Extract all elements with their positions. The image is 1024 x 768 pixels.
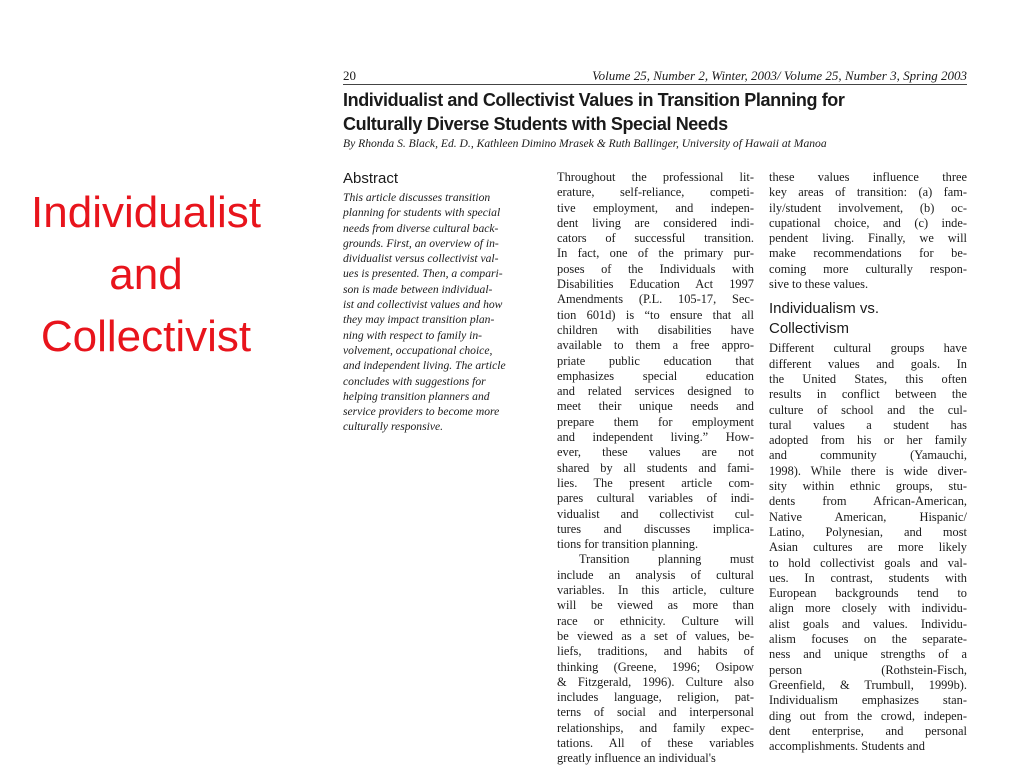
slide-title bbox=[0, 182, 292, 368]
section-heading bbox=[769, 299, 967, 339]
text-line: includes language, religion, pat- bbox=[557, 690, 754, 705]
text-line: Transition planning must bbox=[579, 552, 754, 567]
text-line: tion 601d) is “to ensure that all bbox=[557, 307, 754, 322]
text-line: planning for students with special bbox=[343, 206, 501, 220]
text-line: Latino, Polynesian, and most bbox=[769, 524, 967, 539]
text-line: lies. The present article com- bbox=[557, 475, 754, 490]
paragraph bbox=[557, 552, 754, 766]
paragraph bbox=[769, 341, 967, 754]
text-line: they may impact transition plan- bbox=[343, 313, 495, 327]
article-byline: By Rhonda S. Black, Ed. D., Kathleen Dimino Mrasek & Ruth Ballinger, University of Hawaii at Manoa bbox=[343, 137, 827, 150]
text-line: pares cultural variables of indi- bbox=[557, 491, 754, 506]
text-line: Greenfield, & Trumbull, 1999b). bbox=[769, 677, 967, 692]
text-line: Asian cultures are more likely bbox=[769, 540, 967, 555]
text-line: variables. In this article, culture bbox=[557, 583, 754, 598]
text-line: dent enterprise, and personal bbox=[769, 723, 967, 738]
text-line: poses of the Individuals with bbox=[557, 261, 754, 276]
text-line: available to them a free appro- bbox=[557, 338, 754, 353]
text-line: Disabilities Education Act 1997 bbox=[557, 277, 754, 292]
text-line: ding out from the crowd, indepen- bbox=[769, 708, 967, 723]
text-line: will be viewed as more than bbox=[557, 598, 754, 613]
text-line: son is made between individual- bbox=[343, 282, 493, 296]
paragraph bbox=[769, 170, 967, 292]
text-line: terns of social and interpersonal bbox=[557, 705, 754, 720]
text-line: liefs, traditions, and habits of bbox=[557, 644, 754, 659]
article-page-image bbox=[337, 64, 971, 768]
text-line: accomplishments. Students and bbox=[769, 739, 925, 754]
text-line: prepare them for employment bbox=[557, 414, 754, 429]
text-line: ness and unique strengths of a bbox=[769, 647, 967, 662]
section-heading-line: Individualism vs. bbox=[769, 300, 880, 318]
article-title-line: Culturally Diverse Students with Special Needs bbox=[343, 114, 728, 134]
text-line: children with disabilities have bbox=[557, 322, 754, 337]
text-line: European backgrounds tend to bbox=[769, 586, 967, 601]
text-line: dividualist versus collectivist val- bbox=[343, 252, 499, 266]
text-line: tions for transition planning. bbox=[557, 537, 699, 552]
text-line: to hold collectivist goals and val- bbox=[769, 555, 967, 570]
text-line: ily/student involvement, (b) oc- bbox=[769, 200, 967, 215]
article-title bbox=[343, 88, 971, 136]
text-line: and independent living. The article bbox=[343, 359, 506, 373]
text-line: be viewed as a set of values, be- bbox=[557, 628, 754, 643]
text-line: alism focuses on the separate- bbox=[769, 632, 967, 647]
header-divider bbox=[343, 84, 967, 85]
abstract-column bbox=[343, 170, 541, 435]
text-line: This article discusses transition bbox=[343, 191, 491, 204]
text-line: ning with respect to family in- bbox=[343, 328, 483, 342]
text-line: and independent living.” How- bbox=[557, 430, 754, 445]
text-line: service providers to become more bbox=[343, 405, 500, 419]
text-line: culturally responsive. bbox=[343, 420, 444, 434]
page-number: 20 bbox=[343, 68, 356, 83]
text-line: emphasizes special education bbox=[557, 368, 754, 383]
text-line: Throughout the professional lit- bbox=[557, 170, 754, 184]
body-column-2 bbox=[557, 170, 754, 767]
text-line: tations. All of these variables bbox=[557, 735, 754, 750]
text-line: these values influence three bbox=[769, 170, 967, 184]
text-line: align more closely with individu- bbox=[769, 601, 967, 616]
text-line: In fact, one of the primary pur- bbox=[557, 246, 754, 261]
text-line: and community (Yamauchi, bbox=[769, 448, 967, 463]
text-line: helping transition planners and bbox=[343, 389, 490, 403]
text-line: 1998). While there is wide diver- bbox=[769, 463, 967, 478]
text-line: & Fitzgerald, 1996). Culture also bbox=[557, 674, 754, 689]
slide-title-line: Collectivist bbox=[40, 312, 252, 361]
text-line: coming more culturally respon- bbox=[769, 261, 967, 276]
text-line: Amendments (P.L. 105-17, Sec- bbox=[557, 292, 754, 307]
text-line: tures and discusses implica- bbox=[557, 521, 754, 536]
text-line: grounds. First, an overview of in- bbox=[343, 236, 499, 250]
body-column-3 bbox=[769, 170, 967, 754]
text-line: tural values a student has bbox=[769, 417, 967, 432]
text-line: adopted from his or her family bbox=[769, 433, 967, 448]
slide-title-line: and bbox=[109, 250, 183, 299]
text-line: the United States, this often bbox=[769, 371, 967, 386]
paragraph bbox=[557, 170, 754, 552]
text-line: cators of successful transition. bbox=[557, 231, 754, 246]
text-line: ist and collectivist values and how bbox=[343, 298, 503, 312]
slide-title-line: Individualist bbox=[31, 188, 261, 237]
text-line: relationships, and family expec- bbox=[557, 720, 754, 735]
text-line: erature, self-reliance, competi- bbox=[557, 185, 754, 200]
text-line: meet their unique needs and bbox=[557, 399, 754, 414]
text-line: dent living are considered indi- bbox=[557, 215, 754, 230]
text-line: dents from African-American, bbox=[769, 494, 967, 509]
text-line: thinking (Greene, 1996; Osipow bbox=[557, 659, 754, 674]
text-line: and related services designed to bbox=[557, 384, 754, 399]
text-line: make recommendations for be- bbox=[769, 246, 967, 261]
text-line: race or ethnicity. Culture will bbox=[557, 613, 754, 628]
text-line: different values and goals. In bbox=[769, 356, 967, 371]
text-line: Different cultural groups have bbox=[769, 341, 967, 356]
text-line: key areas of transition: (a) fam- bbox=[769, 185, 967, 200]
text-line: tive employment, and indepen- bbox=[557, 200, 754, 215]
abstract-text bbox=[343, 190, 541, 435]
text-line: person (Rothstein-Fisch, bbox=[769, 662, 967, 677]
text-line: alist goals and values. Individu- bbox=[769, 616, 967, 631]
abstract-heading: Abstract bbox=[343, 170, 399, 187]
text-line: Individualism emphasizes stan- bbox=[769, 693, 967, 708]
text-line: volvement, occupational choice, bbox=[343, 343, 493, 357]
text-line: pendent living. Finally, we will bbox=[769, 231, 967, 246]
text-line: needs from diverse cultural back- bbox=[343, 221, 499, 235]
text-line: sity within ethnic groups, stu- bbox=[769, 479, 967, 494]
text-line: priate public education that bbox=[557, 353, 754, 368]
section-heading-line: Collectivism bbox=[769, 320, 850, 338]
volume-info: Volume 25, Number 2, Winter, 2003/ Volume 25, Number 3, Spring 2003 bbox=[592, 68, 967, 83]
text-line: concludes with suggestions for bbox=[343, 374, 486, 388]
text-line: cupational choice, and (c) inde- bbox=[769, 215, 967, 230]
text-line: ever, these values are not bbox=[557, 445, 754, 460]
text-line: ues. In contrast, students with bbox=[769, 570, 967, 585]
text-line: vidualist and collectivist cul- bbox=[557, 506, 754, 521]
article-title-line: Individualist and Collectivist Values in Transition Planning for bbox=[343, 90, 845, 110]
text-line: sive to these values. bbox=[769, 277, 869, 292]
text-line: Native American, Hispanic/ bbox=[769, 509, 967, 524]
text-line: shared by all students and fami- bbox=[557, 460, 754, 475]
text-line: greatly influence an individual's bbox=[557, 751, 716, 766]
text-line: ues is presented. Then, a compari- bbox=[343, 267, 503, 281]
text-line: include an analysis of cultural bbox=[557, 567, 754, 582]
text-line: culture of school and the cul- bbox=[769, 402, 967, 417]
text-line: results in conflict between the bbox=[769, 387, 967, 402]
